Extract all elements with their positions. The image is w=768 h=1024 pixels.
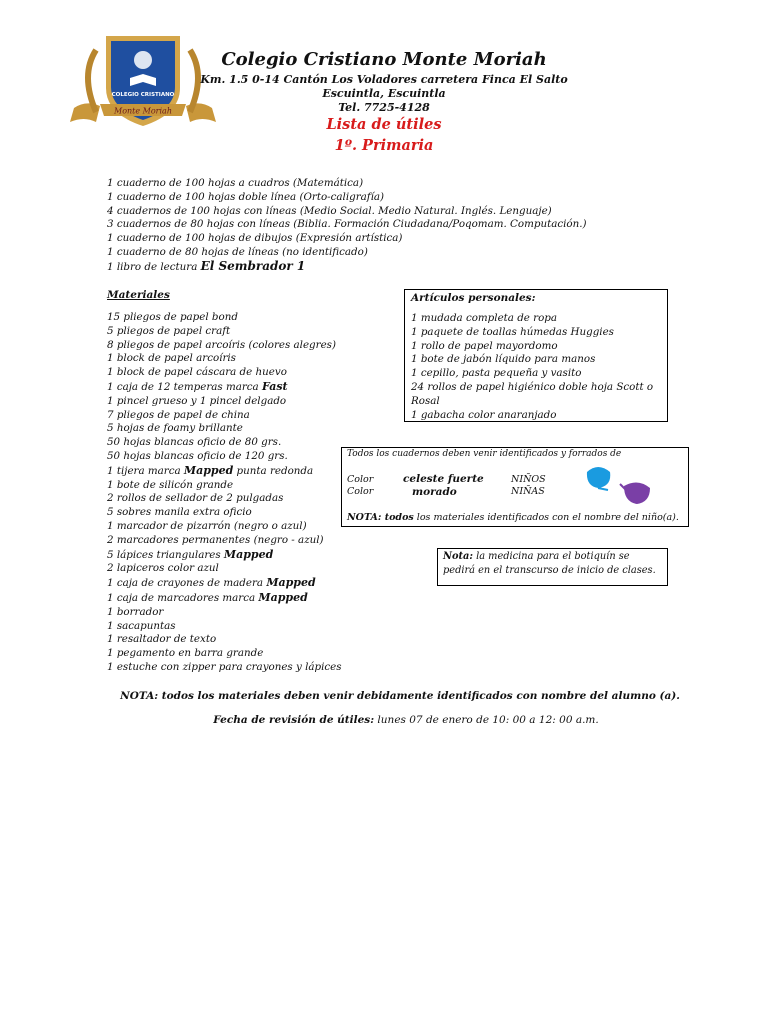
material-item	[107, 479, 342, 493]
material-item-text: 1 pincel grueso y 1 pincel delgado	[107, 394, 287, 407]
reading-book-prefix: 1 libro de lectura	[107, 260, 201, 273]
material-item	[107, 366, 342, 380]
material-item	[107, 647, 342, 661]
school-name: Colegio Cristiano Monte Moriah	[221, 49, 547, 70]
material-item	[107, 633, 342, 647]
grade-title: 1º. Primaria	[334, 137, 434, 154]
cover-colors-box	[341, 447, 689, 527]
personal-item: 1 paquete de toallas húmedas Huggies	[411, 325, 614, 338]
reading-book-title: El Sembrador 1	[200, 258, 306, 273]
notebook-item: 1 cuaderno de 100 hojas de dibujos (Expresión artística)	[107, 232, 403, 245]
material-item-text: 5 hojas de foamy brillante	[107, 422, 243, 435]
first-aid-line2: pedirá en el transcurso de inicio de clases.	[443, 565, 656, 576]
materials-list	[107, 311, 342, 675]
material-item	[107, 562, 342, 576]
material-brand: Mapped	[258, 590, 308, 604]
school-city: Escuintla, Escuintla	[322, 87, 446, 100]
material-item	[107, 395, 342, 409]
material-item-text: 1 estuche con zipper para crayones y lápices	[107, 660, 342, 673]
material-item-text: 1 caja de 12 temperas marca	[107, 380, 262, 393]
material-item	[107, 548, 342, 563]
materials-heading: Materiales	[107, 289, 170, 301]
personal-items-list	[411, 312, 661, 422]
material-item	[107, 620, 342, 634]
material-item	[107, 534, 342, 548]
personal-item: 1 gabacha color anaranjado	[411, 408, 557, 421]
notebook-item: 1 cuaderno de 80 hojas de líneas (no identificado)	[107, 245, 368, 258]
material-item-text: 2 marcadores permanentes (negro - azul)	[107, 533, 324, 546]
material-item	[107, 311, 342, 325]
cover-nota-rest: los materiales identificados con el nombre del niño(a).	[413, 512, 679, 523]
material-item-text: 1 borrador	[107, 605, 164, 618]
material-item-text: 1 tijera marca	[107, 464, 184, 477]
boys-color-swatch	[587, 467, 610, 488]
material-item	[107, 606, 342, 620]
reading-book-item	[107, 260, 587, 275]
personal-item: Rosal	[411, 394, 440, 407]
material-item-text: 2 rollos de sellador de 2 pulgadas	[107, 492, 284, 505]
notebook-list	[107, 177, 587, 275]
personal-item: 1 cepillo, pasta pequeña y vasito	[411, 367, 582, 380]
boys-swatch-arrow	[598, 488, 608, 490]
material-brand: Mapped	[266, 576, 316, 590]
color-swatches	[582, 464, 652, 508]
personal-item: 1 rollo de papel mayordomo	[411, 339, 558, 352]
footer-nota: NOTA: todos los materiales deben venir debidamente identificados con nombre del alumno (a).	[120, 690, 680, 702]
material-brand: Mapped	[223, 547, 274, 561]
material-brand: Fast	[261, 379, 288, 393]
notebook-item: 3 cuadernos de 80 hojas con líneas (Biblia. Formación Ciudadana/Poqomam. Computación.)	[107, 218, 587, 231]
footer-fecha	[0, 714, 768, 726]
fecha-label: Fecha de revisión de útiles:	[213, 714, 375, 726]
personal-items-heading: Artículos personales:	[411, 292, 536, 304]
material-item-text: 2 lapiceros color azul	[107, 562, 219, 575]
material-item-text: 1 marcador de pizarrón (negro o azul)	[107, 519, 307, 532]
material-item-text: 1 resaltador de texto	[107, 633, 217, 646]
logo-text-banner: Monte Moriah	[114, 106, 172, 116]
material-item	[107, 464, 342, 479]
personal-item: 1 mudada completa de ropa	[411, 312, 558, 324]
notebook-item: 1 cuaderno de 100 hojas doble línea (Orto-caligrafía)	[107, 190, 385, 203]
material-item	[107, 492, 342, 506]
material-item-text: 50 hojas blancas oficio de 80 grs.	[107, 436, 282, 449]
material-item	[107, 325, 342, 339]
material-brand: Mapped	[183, 463, 234, 477]
notebook-item: 1 cuaderno de 100 hojas a cuadros (Matemática)	[107, 177, 364, 189]
material-item	[107, 380, 342, 395]
logo-text-top: COLEGIO CRISTIANO	[111, 92, 175, 98]
material-item-text: 7 pliegos de papel de china	[107, 408, 250, 421]
material-item-text: 50 hojas blancas oficio de 120 grs.	[107, 449, 288, 462]
material-item	[107, 661, 342, 675]
material-item-text: 1 sacapuntas	[107, 619, 176, 632]
material-item-suffix: punta redonda	[233, 464, 314, 477]
school-address: Km. 1.5 0-14 Cantón Los Voladores carretera Finca El Salto	[200, 73, 568, 86]
cover-row-label: Color	[347, 474, 374, 485]
material-item	[107, 450, 342, 464]
first-aid-label: Nota:	[443, 551, 473, 562]
material-item-text: 1 pegamento en barra grande	[107, 647, 264, 660]
personal-items-box	[404, 289, 668, 422]
fecha-value: lunes 07 de enero de 10: 00 a 12: 00 a.m.	[374, 714, 599, 726]
cover-nota-label: NOTA:	[347, 512, 385, 523]
first-aid-note-box	[437, 548, 668, 586]
material-item	[107, 591, 342, 606]
personal-item: 24 rollos de papel higiénico doble hoja Scott o	[411, 380, 654, 393]
material-item	[107, 422, 342, 436]
material-item	[107, 436, 342, 450]
cover-color-girls: morado	[412, 486, 457, 498]
material-item	[107, 520, 342, 534]
material-item-text: 1 bote de silicón grande	[107, 478, 234, 491]
cover-row-label: Color	[347, 486, 374, 497]
material-item-text: 5 sobres manila extra oficio	[107, 506, 252, 519]
cover-who-girls: NIÑAS	[511, 486, 545, 497]
personal-item: 1 bote de jabón líquido para manos	[411, 353, 596, 366]
material-item	[107, 339, 342, 353]
first-aid-text: la medicina para el botiquín se	[472, 551, 630, 562]
material-item-text: 15 pliegos de papel bond	[107, 311, 238, 323]
cover-color-boys: celeste fuerte	[403, 473, 484, 485]
first-aid-line1	[443, 550, 662, 564]
material-item-text: 1 block de papel arcoíris	[107, 352, 236, 365]
material-item	[107, 409, 342, 423]
material-item-text: 8 pliegos de papel arcoíris (colores alegres)	[107, 338, 336, 351]
list-title: Lista de útiles	[326, 116, 442, 133]
material-item-text: 1 caja de marcadores marca	[107, 591, 259, 604]
cover-nota-bold: todos	[384, 512, 414, 523]
cover-intro: Todos los cuadernos deben venir identificados y forrados de	[347, 449, 622, 459]
cover-who-boys: NIÑOS	[511, 474, 546, 485]
material-item	[107, 352, 342, 366]
notebook-item: 4 cuadernos de 100 hojas con líneas (Medio Social. Medio Natural. Inglés. Lenguaje)	[107, 204, 552, 217]
school-phone: Tel. 7725-4128	[338, 101, 430, 114]
cover-nota	[347, 512, 679, 523]
material-item	[107, 576, 342, 591]
material-item	[107, 506, 342, 520]
material-item-text: 1 block de papel cáscara de huevo	[107, 366, 287, 379]
material-item-text: 5 lápices triangulares	[107, 548, 224, 561]
material-item-text: 1 caja de crayones de madera	[107, 577, 267, 590]
girls-color-swatch	[624, 482, 650, 504]
material-item-text: 5 pliegos de papel craft	[107, 324, 231, 337]
